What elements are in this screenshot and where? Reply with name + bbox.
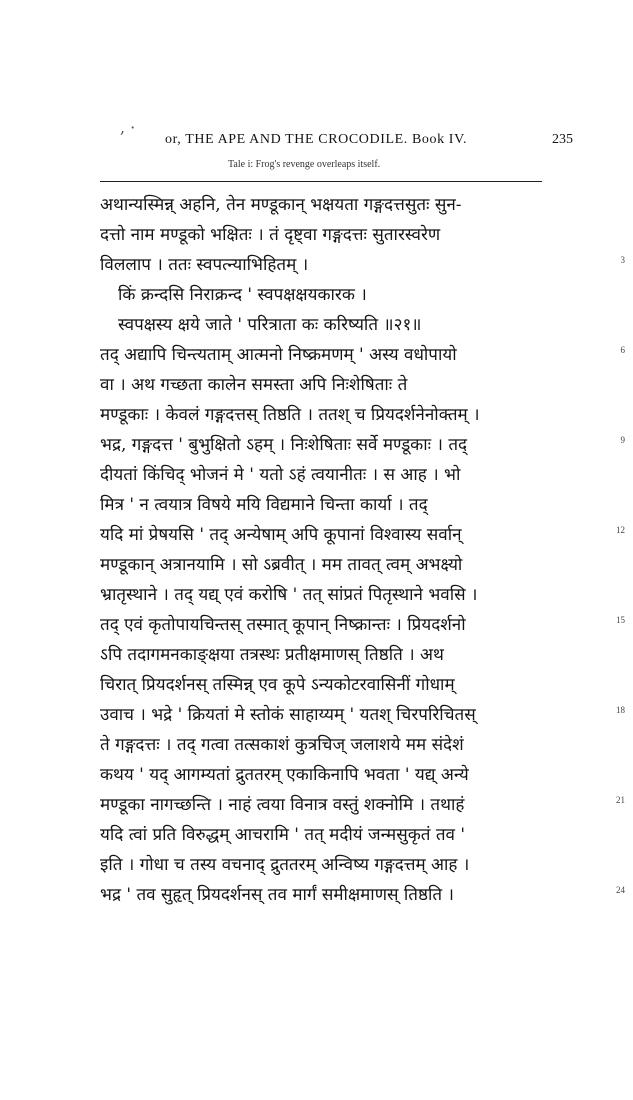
text-line: मण्डूका नागच्छन्ति । नाहं त्वया विनात्र वस्तुं शक्नोमि । तथाहं — [100, 795, 465, 815]
text-line: विललाप । ततः स्वपत्न्याभिहितम् । — [100, 255, 309, 275]
line-number: 9 — [620, 435, 625, 445]
text-line: भ्रातृस्थाने । तद् यद्य् एवं करोषि ' तत् सांप्रतं पितृस्थाने भवसि । — [100, 585, 478, 605]
text-line: मण्डूकाः । केवलं गङ्गदत्तस् तिष्ठति । ततश् च प्रियदर्शनेनोक्तम् । — [100, 405, 480, 425]
text-line: वा । अथ गच्छता कालेन समस्ता अपि निःशेषिताः ते — [100, 375, 408, 395]
text-line: तद् एवं कृतोपायचिन्तस् तस्मात् कूपान् निष्क्रान्तः । प्रियदर्शनो — [100, 615, 466, 635]
text-line: दीयतां किंचिद् भोजनं मे ' यतो ऽहं त्वयानीतः । स आह । भो — [100, 465, 461, 485]
line-number: 6 — [620, 345, 625, 355]
verse-line: किं क्रन्दसि निराक्रन्द ' स्वपक्षक्षयकारक । — [118, 285, 367, 305]
text-line: इति । गोधा च तस्य वचनाद् द्रुततरम् अन्विष्य गङ्गदत्तम् आह । — [100, 855, 470, 875]
verse-line: स्वपक्षस्य क्षये जाते ' परित्राता कः करिष्यति ॥२१॥ — [118, 315, 422, 335]
line-number: 3 — [620, 255, 625, 265]
sanskrit-text — [100, 190, 530, 910]
running-title: or, THE APE AND THE CROCODILE. Book IV. — [165, 132, 468, 147]
text-line: अथान्यस्मिन्न् अहनि, तेन मण्डूकान् भक्षयता गङ्गदत्तसुतः सुन- — [100, 195, 462, 215]
page-number: 235 — [552, 132, 573, 147]
text-line: उवाच । भद्रे ' क्रियतां मे स्तोकं साहाय्यम् ' यतश् चिरपरिचितस् — [100, 705, 476, 725]
text-line: यदि मां प्रेषयसि ' तद् अन्येषाम् अपि कूपानां विश्वास्य सर्वान् — [100, 525, 462, 545]
text-line: दत्तो नाम मण्डूको भक्षितः । तं दृष्ट्वा गङ्गदत्तः सुतारस्वरेण — [100, 225, 441, 245]
text-line: यदि त्वां प्रति विरुद्धम् आचरामि ' तत् मदीयं जन्मसुकृतं तव ' — [100, 825, 466, 845]
text-line: कथय ' यद् आगम्यतां द्रुततरम् एकाकिनापि भवता ' यद्य् अन्ये — [100, 765, 469, 785]
tale-subtitle: Tale i: Frog's revenge overleaps itself. — [228, 159, 381, 170]
text-line: तद् अद्यापि चिन्त्यताम् आत्मनो निष्क्रमणम् ' अस्य वधोपायो — [100, 345, 457, 365]
text-line: भद्र ' तव सुहृत् प्रियदर्शनस् तव मार्गं समीक्षमाणस् तिष्ठति । — [100, 885, 454, 905]
text-line: भद्र, गङ्गदत्त ' बुभुक्षितो ऽहम् । निःशेषिताः सर्वे मण्डूकाः । तद् — [100, 435, 468, 455]
line-number: 15 — [616, 615, 625, 625]
header-rule — [100, 181, 542, 182]
text-line: मित्र ' न त्वयात्र विषये मयि विद्यमाने चिन्ता कार्या । तद् — [100, 495, 428, 515]
text-line: मण्डूकान् अत्रानयामि । सो ऽब्रवीत् । मम तावत् त्वम् अभक्ष्यो — [100, 555, 463, 575]
line-number: 21 — [616, 795, 625, 805]
text-line: चिरात् प्रियदर्शनस् तस्मिन्न् एव कूपे ऽन्यकोटरवासिनीं गोधाम् — [100, 675, 455, 695]
text-line: ते गङ्गदत्तः । तद् गत्वा तत्सकाशं कुत्रचिज् जलाशये मम संदेशं — [100, 735, 464, 755]
line-number: 18 — [616, 705, 625, 715]
line-number: 24 — [616, 885, 625, 895]
text-line: ऽपि तदागमनकाङ्क्षया तत्रस्थः प्रतीक्षमाणस् तिष्ठति । अथ — [100, 645, 444, 665]
stray-print-mark: , · — [120, 118, 136, 137]
line-number: 12 — [616, 525, 625, 535]
